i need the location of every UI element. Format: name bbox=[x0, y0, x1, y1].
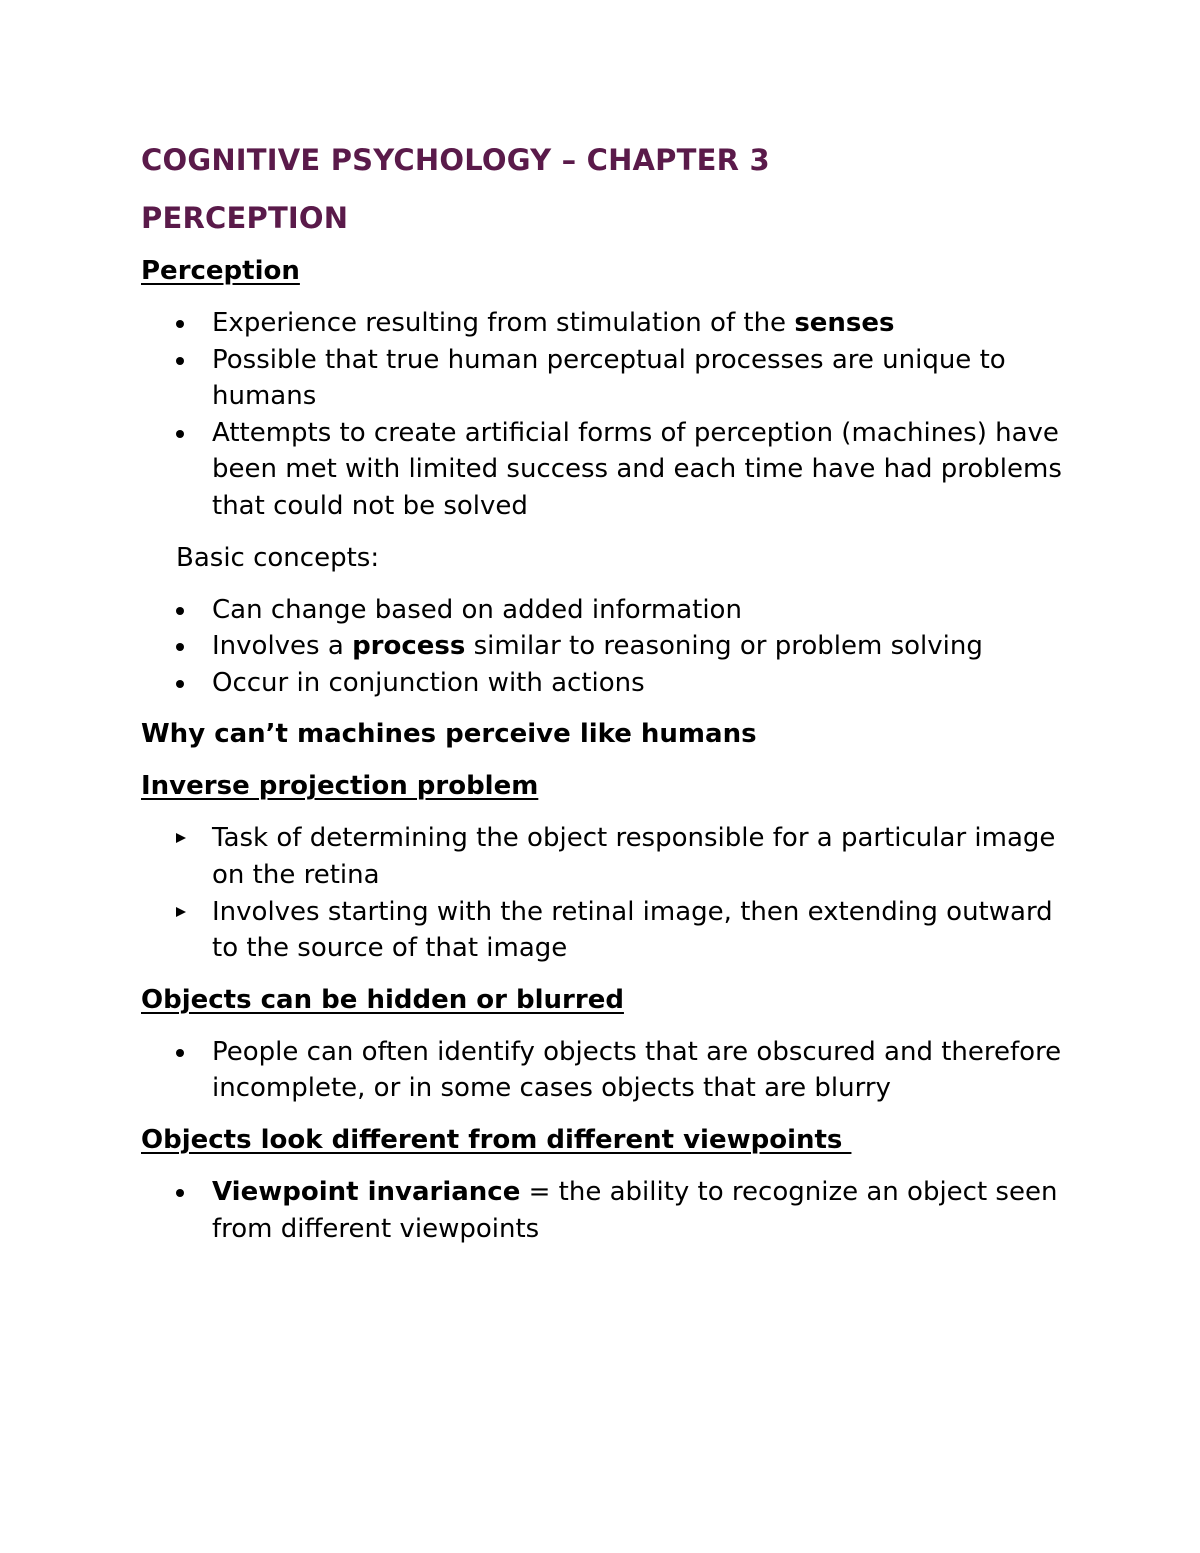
bullet-icon bbox=[176, 607, 184, 615]
list-item: Can change based on added information bbox=[141, 592, 1071, 629]
section-heading-why-machines: Why can’t machines perceive like humans bbox=[141, 719, 757, 750]
document-title: COGNITIVE PSYCHOLOGY – CHAPTER 3 bbox=[141, 143, 770, 177]
list-item: Occur in conjunction with actions bbox=[141, 665, 1071, 702]
arrow-bullet-icon bbox=[176, 907, 186, 917]
basic-concepts-bullet-list bbox=[141, 592, 1071, 702]
list-item: Possible that true human perceptual processes are unique to humans bbox=[141, 342, 1071, 415]
list-item: Involves starting with the retinal image, then extending outward to the source of that image bbox=[141, 894, 1071, 967]
bullet-icon bbox=[176, 357, 184, 365]
list-item: Attempts to create artificial forms of perception (machines) have been met with limited success and each time have had problems that could not be solved bbox=[141, 415, 1071, 525]
section-heading-viewpoints: Objects look different from different viewpoints bbox=[141, 1124, 852, 1155]
hidden-bullet-list bbox=[141, 1034, 1071, 1107]
inverse-bullet-list bbox=[141, 820, 1071, 966]
viewpoints-bullet-list bbox=[141, 1174, 1071, 1247]
bullet-icon bbox=[176, 643, 184, 651]
list-item: People can often identify objects that are obscured and therefore incomplete, or in some cases objects that are blurry bbox=[141, 1034, 1071, 1107]
list-item: Viewpoint invariance = the ability to recognize an object seen from different viewpoints bbox=[141, 1174, 1071, 1247]
bullet-icon bbox=[176, 1189, 184, 1197]
bullet-icon bbox=[176, 680, 184, 688]
section-heading-hidden-blurred: Objects can be hidden or blurred bbox=[141, 984, 624, 1015]
bullet-icon bbox=[176, 320, 184, 328]
list-item: Task of determining the object responsible for a particular image on the retina bbox=[141, 820, 1071, 893]
section-heading-perception: Perception bbox=[141, 256, 300, 286]
arrow-bullet-icon bbox=[176, 833, 186, 843]
section-heading-inverse-projection: Inverse projection problem bbox=[141, 771, 539, 802]
list-item: Experience resulting from stimulation of the senses bbox=[141, 305, 1071, 342]
bullet-icon bbox=[176, 430, 184, 438]
bullet-icon bbox=[176, 1049, 184, 1057]
list-item: Involves a process similar to reasoning or problem solving bbox=[141, 628, 1071, 665]
basic-concepts-label: Basic concepts: bbox=[176, 542, 380, 573]
document-subtitle: PERCEPTION bbox=[141, 201, 349, 235]
perception-bullet-list bbox=[141, 305, 1071, 525]
document-page bbox=[141, 140, 1071, 1247]
